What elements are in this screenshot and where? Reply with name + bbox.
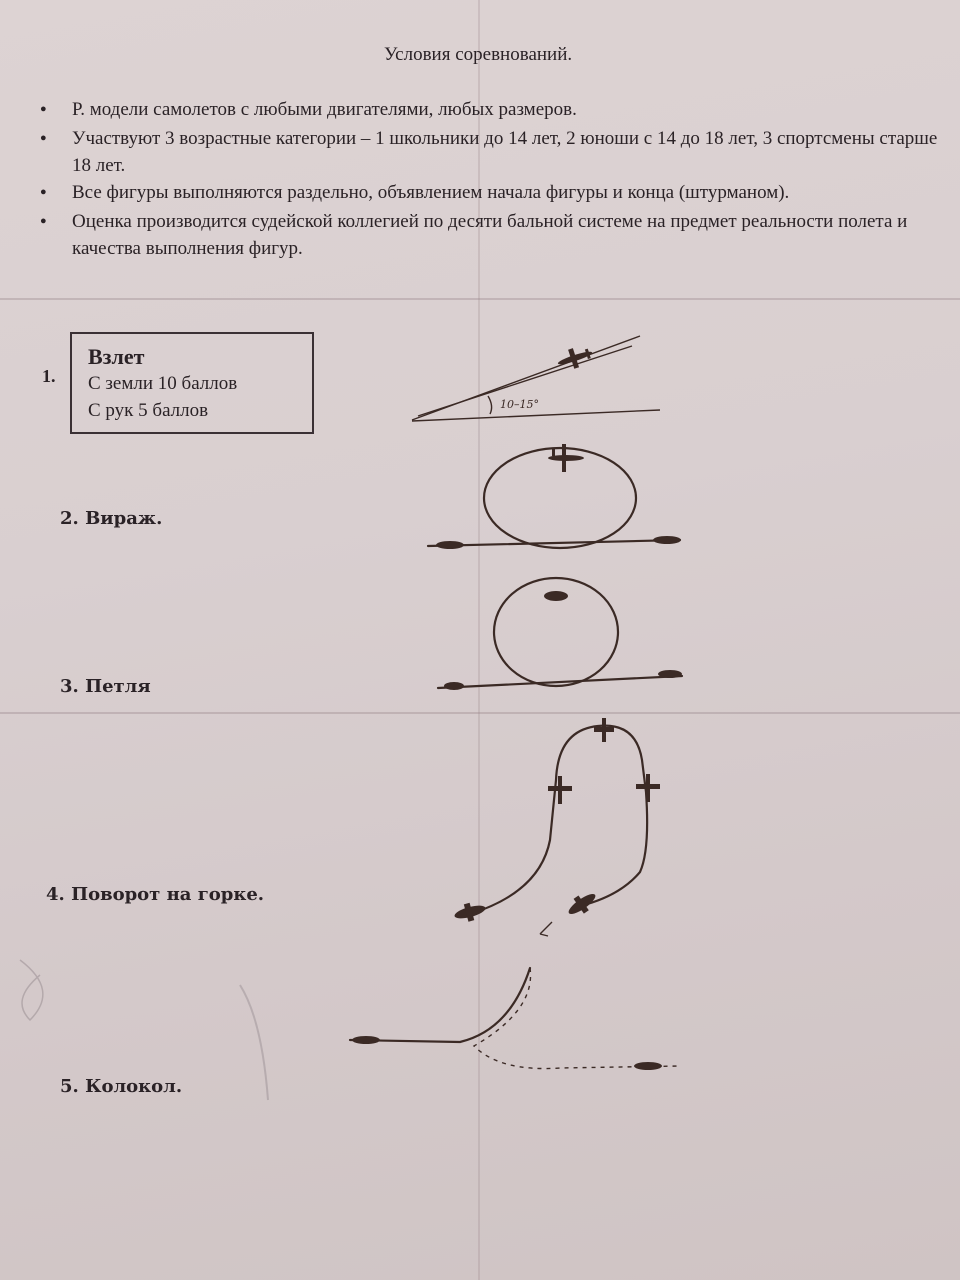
- pencil-scribble: [240, 985, 268, 1100]
- turn-baseline: [428, 540, 680, 546]
- plane-icon: [436, 541, 464, 549]
- figure-title: Петля: [85, 676, 151, 697]
- hill-turn-sketch: [452, 718, 660, 936]
- plane-icon: [548, 776, 572, 804]
- figure-title: Вираж.: [85, 508, 163, 529]
- hill-turn-path: [470, 726, 647, 914]
- condition-item: ● Оценка производится судейской коллегией по десяти бальной системе на предмет реальности полета и качества выполнения фигур.: [40, 208, 940, 262]
- figure-number: 4.: [46, 884, 65, 905]
- plane-icon: [352, 1036, 380, 1044]
- arrow-icon: [540, 922, 552, 936]
- plane-icon: [634, 1062, 662, 1070]
- condition-item: ● Участвуют 3 возрастные категории – 1 школьники до 14 лет, 2 юноши с 14 до 18 лет, 3 спортсмены старше 18 лет.: [40, 125, 940, 179]
- takeoff-title: Взлет: [88, 344, 145, 369]
- takeoff-hand-score: С рук 5 баллов: [88, 400, 209, 421]
- plane-icon: [544, 591, 568, 601]
- turn-ellipse: [484, 448, 636, 548]
- angle-label: 10–15°: [500, 398, 539, 411]
- document-title: Условия соревнований.: [384, 44, 573, 65]
- figure-title: Поворот на горке.: [71, 884, 265, 905]
- figure-title: Колокол.: [85, 1076, 183, 1097]
- bell-down-path: [474, 968, 680, 1069]
- bell-sketch: [350, 968, 680, 1070]
- takeoff-ground-score: С земли 10 баллов: [88, 373, 238, 394]
- condition-item: ● Р. модели самолетов с любыми двигателями, любых размеров.: [40, 96, 940, 123]
- condition-item: ● Все фигуры выполняются раздельно, объявлением начала фигуры и конца (штурманом).: [40, 179, 940, 206]
- plane-icon: [548, 444, 584, 472]
- plane-icon: [636, 774, 660, 802]
- loop-sketch: [438, 578, 682, 690]
- plane-icon: [658, 670, 682, 678]
- plane-icon: [564, 887, 601, 920]
- plane-icon: [444, 682, 464, 690]
- takeoff-sketch: [412, 336, 660, 421]
- figure-number: 1.: [42, 366, 56, 386]
- plane-icon: [594, 718, 614, 742]
- figure-number: 2.: [60, 508, 79, 529]
- figure-number: 5.: [60, 1076, 79, 1097]
- ground-line: [412, 410, 660, 421]
- plane-icon: [452, 899, 488, 925]
- figure-number: 3.: [60, 676, 79, 697]
- turn-sketch: [428, 444, 681, 549]
- plane-icon: [653, 536, 681, 544]
- pencil-scribble: [20, 960, 43, 1020]
- angle-arc: [488, 396, 492, 414]
- bell-up-path: [350, 968, 530, 1042]
